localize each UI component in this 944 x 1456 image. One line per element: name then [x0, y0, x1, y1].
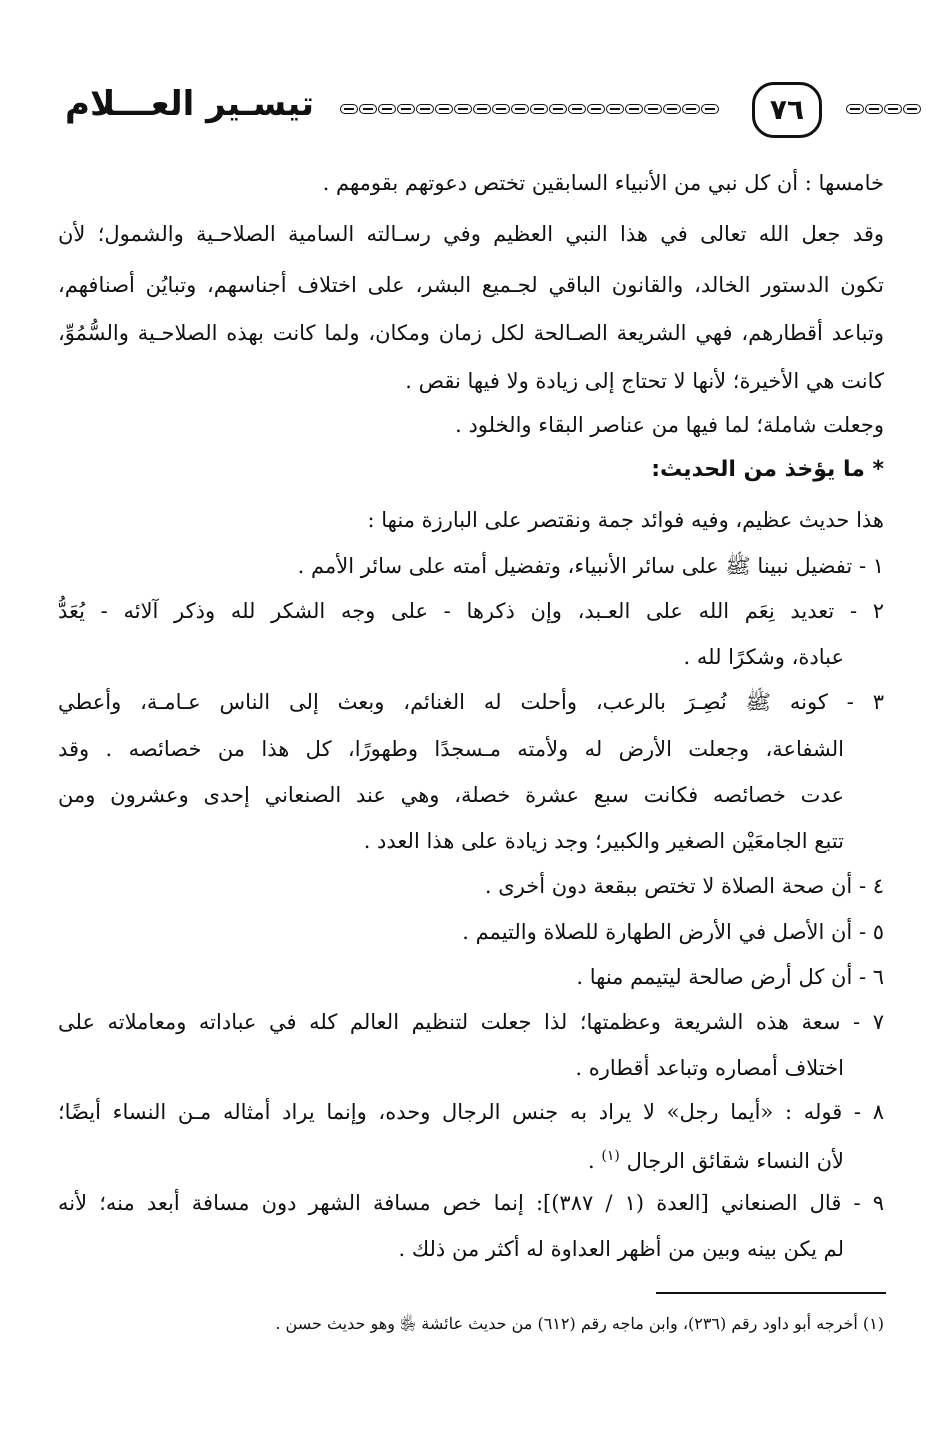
- footnote-marker: (١): [601, 1148, 620, 1164]
- paragraph-line: خامسها : أن كل نبي من الأنبياء السابقين تختص دعوتهم بقومهم .: [322, 171, 884, 195]
- paragraph-line: وقد جعل الله تعالى في هذا النبي العظيم وفي رسـالته السامية الصلاحـية والشمول؛ لأن: [58, 222, 884, 246]
- page-header: [0, 82, 944, 142]
- page-number: ٧٦: [769, 93, 805, 126]
- list-item-continuation: عدت خصائصه فكانت سبع عشرة خصلة، وهي عند الصنعاني إحدى وعشرون ومن: [58, 783, 844, 807]
- book-title: تيسـير العـــلام: [65, 84, 314, 124]
- paragraph-line: تكون الدستور الخالد، والقانون الباقي لجـميع البشر، على اختلاف أجناسهم، وتبايُن أصنافهم،: [58, 273, 884, 297]
- list-item: ٨ - قوله : «أيما رجل» لا يراد به جنس الرجال وحده، وإنما يراد أمثاله مـن النساء أيضًا؛: [58, 1100, 884, 1124]
- footnote: (١) أخرجه أبو داود رقم (٢٣٦)، وابن ماجه رقم (٦١٢) من حديث عائشة ﵂ وهو حديث حسن .: [275, 1314, 884, 1333]
- page-number-frame: [752, 82, 822, 138]
- list-item-continuation: تتبع الجامعَيْن الصغير والكبير؛ وجد زيادة على هذا العدد .: [363, 829, 844, 853]
- paragraph-line: وتباعد أقطارهم، فهي الشريعة الصـالحة لكل زمان ومكان، ولما كانت بهذه الصلاحـية والسُّمُوِّ،: [58, 321, 884, 345]
- paragraph-line: هذا حديث عظيم، وفيه فوائد جمة ونقتصر على البارزة منها :: [367, 508, 884, 532]
- list-item: ٣ - كونه ﷺ نُصِـرَ بالرعب، وأحلت له الغنائم، وبعث إلى الناس عـامـة، وأعطي: [58, 690, 884, 714]
- list-item: ٢ - تعديد نِعَم الله على العـبد، وإن ذكرها - على وجه الشكر لله وذكر آلائه - يُعَدُّ: [58, 599, 884, 623]
- decorative-chain-ornament: [340, 104, 720, 118]
- decorative-chain-ornament: [846, 104, 922, 118]
- paragraph-line: وجعلت شاملة؛ لما فيها من عناصر البقاء والخلود .: [455, 413, 884, 437]
- line-end-dot: .: [588, 1149, 595, 1173]
- list-item: ٧ - سعة هذه الشريعة وعظمتها؛ لذا جعلت لتنظيم العالم كله في عباداته ومعاملاته على: [58, 1010, 884, 1034]
- footnote-divider: [656, 1292, 886, 1294]
- list-item-text: لأن النساء شقائق الرجال: [626, 1149, 844, 1173]
- list-item-continuation: لم يكن بينه وبين من أظهر العداوة له أكثر من ذلك .: [398, 1237, 844, 1261]
- list-item: ١ - تفضيل نبينا ﷺ على سائر الأنبياء، وتفضيل أمته على سائر الأمم .: [297, 554, 884, 578]
- list-item-continuation: اختلاف أمصاره وتباعد أقطاره .: [575, 1056, 844, 1080]
- paragraph-line: كانت هي الأخيرة؛ لأنها لا تحتاج إلى زيادة ولا فيها نقص .: [405, 369, 884, 393]
- list-item-continuation: [588, 1141, 844, 1176]
- list-item-continuation: عبادة، وشكرًا لله .: [683, 645, 844, 669]
- list-item: ٤ - أن صحة الصلاة لا تختص ببقعة دون أخرى .: [484, 874, 884, 898]
- list-item: ٩ - قال الصنعاني [العدة (١ / ٣٨٧)]: إنما خص مسافة الشهر دون مسافة أبعد منه؛ لأنه: [58, 1191, 884, 1215]
- list-item-continuation: الشفاعة، وجعلت الأرض له ولأمته مـسجدًا وطهورًا، كل هذا من خصائصه . وقد: [58, 737, 844, 761]
- section-heading: * ما يؤخذ من الحديث:: [651, 457, 884, 482]
- list-item: ٦ - أن كل أرض صالحة ليتيمم منها .: [576, 965, 884, 989]
- list-item: ٥ - أن الأصل في الأرض الطهارة للصلاة والتيمم .: [462, 920, 884, 944]
